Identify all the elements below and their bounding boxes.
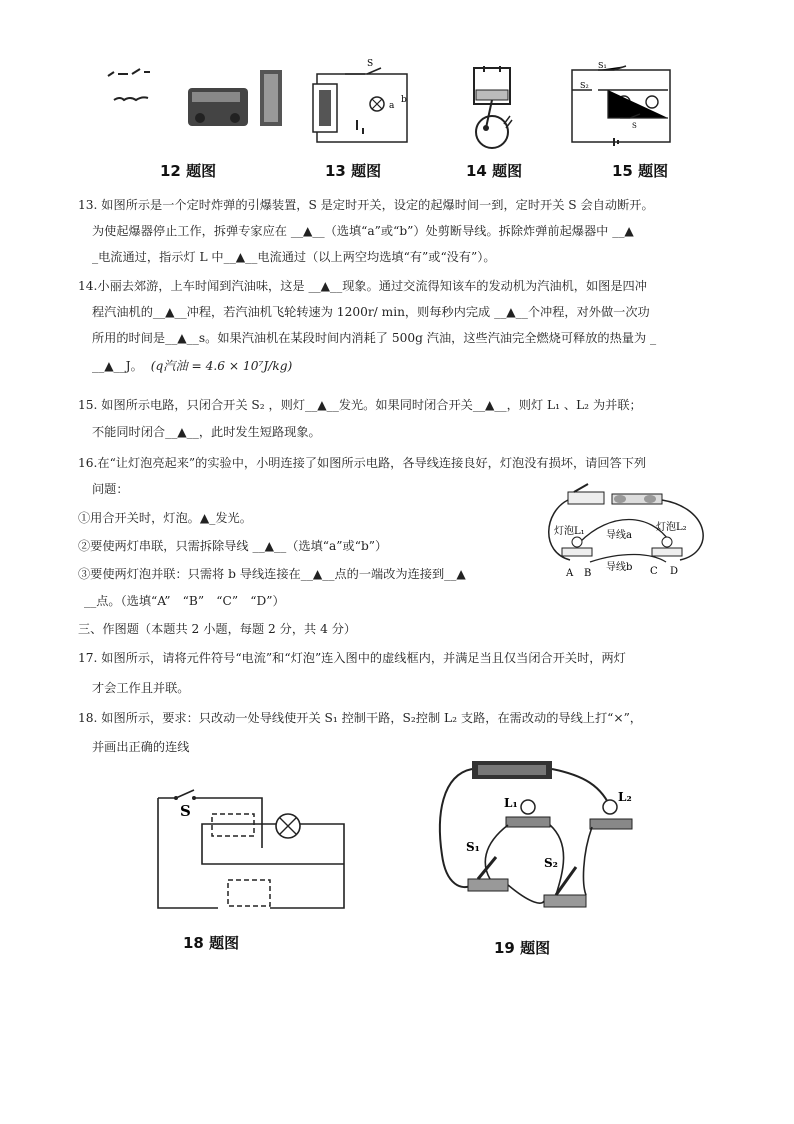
- fig13-b-label: b: [401, 95, 407, 105]
- q17-line1: 17. 如图所示，请将元件符号“电流”和“灯泡”连入图中的虚线框内，并满足当且仅当闭合开关时，两灯: [78, 651, 626, 665]
- q18-line1: 18. 如图所示，要求：只改动一处导线使开关 S₁ 控制干路，S₂控制 L₂ 支路，在需改动的导线上打“×”，: [78, 711, 642, 725]
- figure-12: [100, 58, 290, 138]
- fig19-s2-label: S₂: [544, 856, 558, 870]
- fig19-s1-label: S₁: [466, 840, 480, 854]
- fig13-circuit: [305, 52, 415, 152]
- figure-13: [305, 52, 415, 152]
- fig19-l2-label: L₂: [618, 790, 632, 804]
- fig16-A: A: [566, 568, 574, 579]
- figure-16: [540, 482, 720, 580]
- fig13-a-label: a: [389, 101, 395, 111]
- q14-line3: 所用的时间是__▲__s。如果汽油机在某段时间内消耗了 500g 汽油，这些汽油完全燃烧可释放的热量为 _: [92, 331, 657, 345]
- q16-item3-cont: __点。（选填“A” “B” “C” “D”）: [84, 594, 285, 608]
- q13-line2: 为使起爆器停止工作，拆弹专家应在 __▲__（选填“a”或“b”）处剪断导线。拆除炸弹前起爆器中 __▲: [92, 224, 634, 238]
- fig18-circuit: [150, 782, 360, 912]
- fig13-s-label: S: [367, 59, 374, 69]
- q17-line2: 才会工作且并联。: [92, 681, 190, 695]
- fig16-wire-a: 导线a: [606, 530, 632, 541]
- fig14-engine: [470, 66, 520, 156]
- fig16-D: D: [670, 566, 679, 577]
- figure-19: [432, 755, 642, 915]
- fig16-circuit: [540, 482, 720, 580]
- q16-item2: ②要使两灯串联，只需拆除导线 __▲__（选填“a”或“b”）: [78, 539, 388, 553]
- fig15-caption: 15 题图: [612, 162, 669, 180]
- section3-heading: 三、作图题（本题共 2 小题，每题 2 分，共 4 分）: [78, 622, 357, 636]
- fig15-s3-label: S: [632, 122, 637, 130]
- q16-line1: 16.在“让灯泡亮起来”的实验中，小明连接了如图所示电路，各导线连接良好，灯泡没有损坏，请回答下列: [78, 456, 647, 470]
- q15-line2: 不能同时闭合__▲__，此时发生短路现象。: [92, 425, 321, 439]
- fig19-caption: 19 题图: [494, 939, 551, 957]
- q13-line1: 13. 如图所示是一个定时炸弹的引爆装置，S 是定时开关，设定的起爆时间一到，定时开关 S 会自动断开。: [78, 198, 654, 212]
- fig13-caption: 13 题图: [325, 162, 382, 180]
- fig14-caption: 14 题图: [466, 162, 523, 180]
- fig19-circuit: [432, 755, 642, 915]
- fig19-l1-label: L₁: [504, 796, 518, 810]
- q14-line2: 程汽油机的__▲__冲程，若汽油机飞轮转速为 1200r/ min，则每秒内完成 __▲__个冲程，对外做一次功: [92, 305, 650, 319]
- figure-15: [568, 60, 678, 150]
- fig15-l1-label: L₁: [618, 109, 626, 117]
- fig12-drawing: [100, 58, 290, 138]
- fig16-C: C: [650, 566, 658, 577]
- fig18-s-label: S: [180, 802, 191, 820]
- figure-18: [150, 782, 360, 912]
- q14-formula: (q汽油 = 4.6 × 10⁷J/kg): [150, 359, 293, 373]
- figure-14: [470, 66, 520, 156]
- fig16-B: B: [584, 568, 592, 579]
- q16-line2: 问题：: [92, 482, 129, 496]
- q13-line3: _电流通过，指示灯 L 中__▲__电流通过（以上两空均选填“有”或“没有”）。: [92, 250, 496, 264]
- fig15-l2-label: L₂: [646, 109, 654, 117]
- q16-item3: ③要使两灯泡并联：只需将 b 导线连接在__▲__点的一端改为连接到__▲: [78, 567, 466, 581]
- q14-line1: 14.小丽去郊游，上车时闻到汽油味，这是 __▲__现象。通过交流得知该车的发动机为汽油机，如图是四冲: [78, 279, 647, 293]
- q16-item1: ①用合开关时，灯泡。▲_发光。: [78, 511, 252, 525]
- fig12-caption: 12 题图: [160, 162, 217, 180]
- fig16-wire-b: 导线b: [606, 562, 633, 573]
- fig15-s2-label: S₂: [580, 81, 589, 90]
- fig18-caption: 18 题图: [183, 934, 240, 952]
- q14-line4-text: __▲__J。: [92, 359, 143, 373]
- q14-line4: [92, 358, 292, 374]
- q15-line1: 15. 如图所示电路，只闭合开关 S₂ ，则灯__▲__发光。如果同时闭合开关__▲__，则灯 L₁ 、L₂ 为并联；: [78, 398, 642, 412]
- fig16-bulb-l1: 灯泡L₁: [554, 526, 585, 537]
- q18-line2: 并画出正确的连线: [92, 740, 190, 754]
- fig16-bulb-l2: 灯泡L₂: [656, 522, 687, 533]
- fig15-circuit: [568, 60, 678, 150]
- fig15-s1-label: S₁: [598, 61, 607, 70]
